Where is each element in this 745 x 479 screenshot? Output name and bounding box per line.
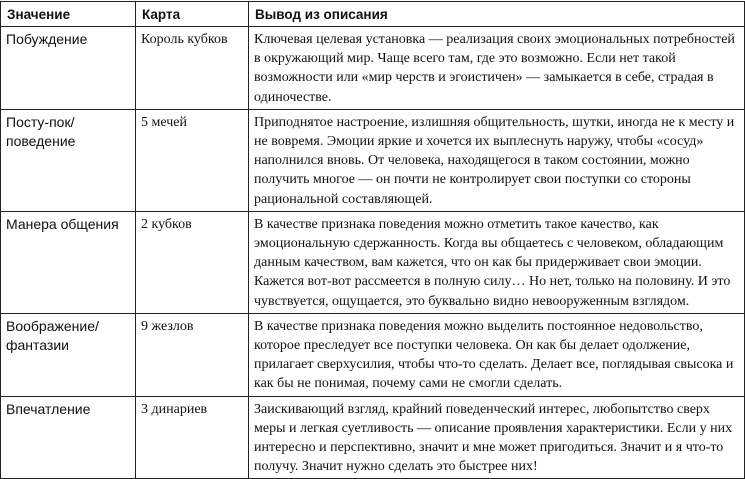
table-header-row bbox=[1, 2, 745, 27]
cell-meaning: Воображение/ фантазии bbox=[1, 313, 136, 396]
table-row bbox=[1, 27, 745, 110]
cell-meaning: Посту-пок/поведение bbox=[1, 109, 136, 211]
cell-card: 3 динариев bbox=[136, 396, 249, 479]
table-row bbox=[1, 396, 745, 479]
cell-conclusion: Ключевая целевая установка — реализация своих эмоциональных потребностей в окружающий мир. Чаще всего там, где это возможно. Если нет такой возможности или «мир черств и эгоистичен» — замыкается в себе, страдая в одиночестве. bbox=[249, 27, 745, 110]
cell-meaning: Манера общения bbox=[1, 211, 136, 313]
column-header-conclusion: Вывод из описания bbox=[249, 2, 745, 27]
cell-meaning: Побуждение bbox=[1, 27, 136, 110]
cell-card: Король кубков bbox=[136, 27, 249, 110]
column-header-card: Карта bbox=[136, 2, 249, 27]
cell-conclusion: В качестве признака поведения можно выделить постоянное недовольство, которое преследует все поступки человека. Он как бы делает одолжение, прилагает сверхусилия, чтобы что-то сделать. Делает все, поглядывая свысока и как бы не понимая, почему сами не смогли сделать. bbox=[249, 313, 745, 396]
cell-card: 9 жезлов bbox=[136, 313, 249, 396]
cell-conclusion: Заискивающий взгляд, крайний поведенческий интерес, любопытство сверх меры и легкая суетливость — описание проявления характеристики. Если у них интересно и перспективно, значит и мне может пригодиться. Значит и я что-то получу. Значит нужно сделать это быстрее них! bbox=[249, 396, 745, 479]
cell-meaning: Впечатление bbox=[1, 396, 136, 479]
table-row bbox=[1, 109, 745, 211]
table-row bbox=[1, 211, 745, 313]
cell-card: 5 мечей bbox=[136, 109, 249, 211]
cell-conclusion: В качестве признака поведения можно отметить такое качество, как эмоциональную сдержанность. Когда вы общаетесь с человеком, обладающим данным качеством, вам кажется, что он как бы придерживает свои эмоции. Кажется вот-вот рассмеется в полную силу… Но нет, только на половину. И это чувствуется, ощущается, это буквально видно невооруженным взглядом. bbox=[249, 211, 745, 313]
tarot-interpretation-table bbox=[0, 1, 745, 479]
cell-conclusion: Приподнятое настроение, излишняя общительность, шутки, иногда не к месту и не вовремя. Эмоции яркие и хочется их выплеснуть наружу, чтобы «сосуд» наполнился вновь. От человека, находящегося в таком состоянии, можно получить многое — он почти не контролирует свои поступки со стороны рациональной составляющей. bbox=[249, 109, 745, 211]
table-row bbox=[1, 313, 745, 396]
cell-card: 2 кубков bbox=[136, 211, 249, 313]
column-header-meaning: Значение bbox=[1, 2, 136, 27]
